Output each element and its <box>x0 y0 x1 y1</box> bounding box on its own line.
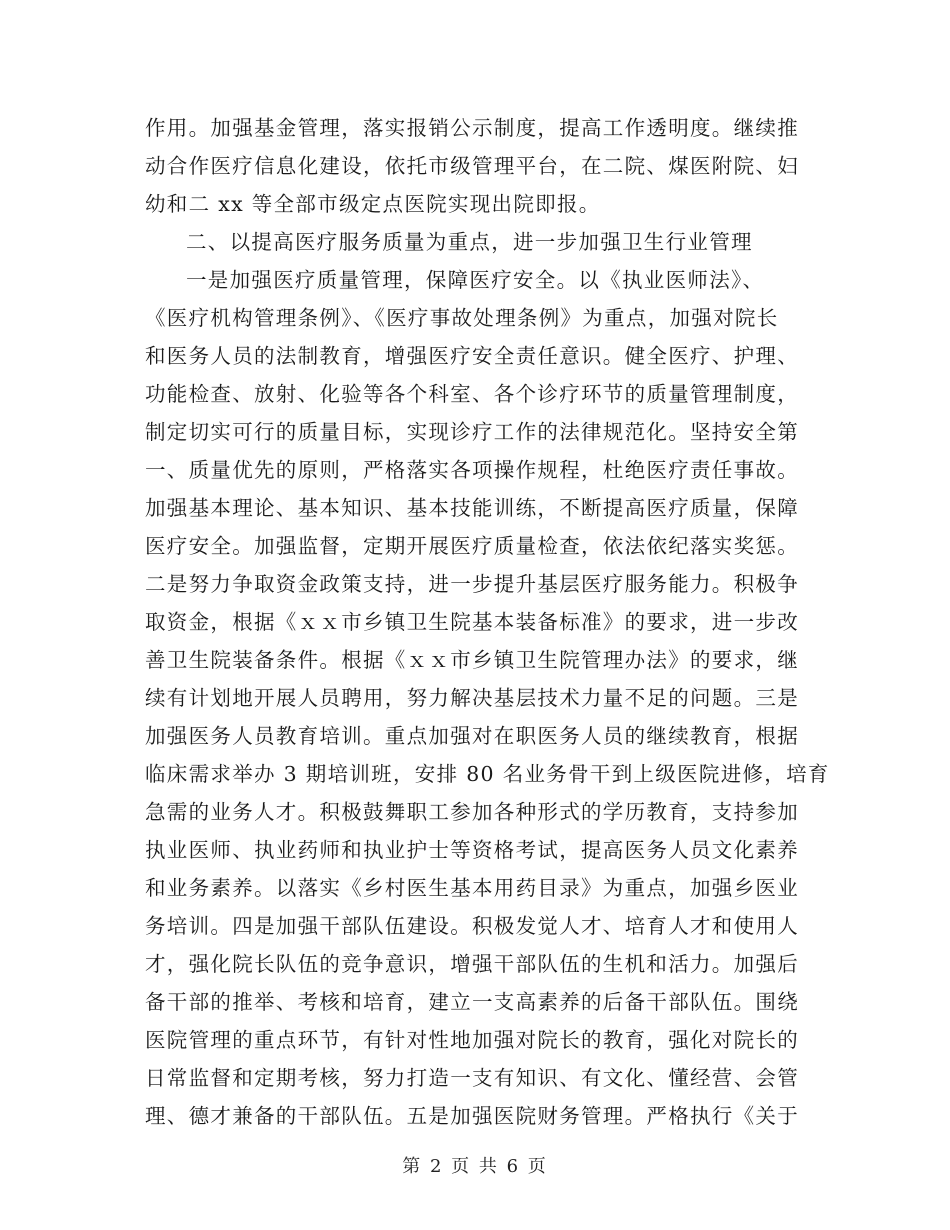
text-line: 急需的业务人才。积极鼓舞职工参加各种形式的学历教育，支持参加 <box>145 800 799 824</box>
text-line: 善卫生院装备条件。根据《ｘｘ市乡镇卫生院管理办法》的要求，继 <box>145 648 799 672</box>
text-line: 加强基本理论、基本知识、基本技能训练，不断提高医疗质量，保障 <box>145 496 799 520</box>
text-line: 备干部的推举、考核和培育，建立一支高素养的后备干部队伍。围绕 <box>145 990 799 1014</box>
text-line: 动合作医疗信息化建设，依托市级管理平台，在二院、煤医附院、妇 <box>145 154 799 178</box>
text-line: 医疗安全。加强监督，定期开展医疗质量检查，依法依纪落实奖惩。 <box>145 534 799 558</box>
text-line: 一是加强医疗质量管理，保障医疗安全。以《执业医师法》、 <box>186 268 765 292</box>
text-line: 一、质量优先的原则，严格落实各项操作规程，杜绝医疗责任事故。 <box>145 458 799 482</box>
text-line: 执业医师、执业药师和执业护士等资格考试，提高医务人员文化素养 <box>145 838 799 862</box>
section-heading: 二、以提高医疗服务质量为重点，进一步加强卫生行业管理 <box>186 230 753 254</box>
text-line: 作用。加强基金管理，落实报销公示制度，提高工作透明度。继续推 <box>145 116 799 140</box>
text-line: 续有计划地开展人员聘用，努力解决基层技术力量不足的问题。三是 <box>145 686 799 710</box>
text-line: 和医务人员的法制教育，增强医疗安全责任意识。健全医疗、护理、 <box>145 344 799 368</box>
text-line: 二是努力争取资金政策支持，进一步提升基层医疗服务能力。积极争 <box>145 572 799 596</box>
text-line: 取资金，根据《ｘｘ市乡镇卫生院基本装备标准》的要求，进一步改 <box>145 610 799 634</box>
text-line: 务培训。四是加强干部队伍建设。积极发觉人才、培育人才和使用人 <box>145 914 799 938</box>
text-line: 才，强化院长队伍的竞争意识，增强干部队伍的生机和活力。加强后 <box>145 952 799 976</box>
page-number-footer: 第 2 页 共 6 页 <box>402 1156 548 1177</box>
text-line: 《医疗机构管理条例》、《医疗事故处理条例》为重点，加强对院长 <box>145 306 779 330</box>
text-line: 功能检查、放射、化验等各个科室、各个诊疗环节的质量管理制度， <box>145 382 799 406</box>
text-line: 制定切实可行的质量目标，实现诊疗工作的法律规范化。坚持安全第 <box>145 420 799 444</box>
text-line: 日常监督和定期考核，努力打造一支有知识、有文化、懂经营、会管 <box>145 1066 799 1090</box>
text-line: 幼和二 xx 等全部市级定点医院实现出院即报。 <box>145 192 601 216</box>
text-line: 临床需求举办 3 期培训班，安排 80 名业务骨干到上级医院进修，培育 <box>145 762 830 786</box>
text-line: 医院管理的重点环节，有针对性地加强对院长的教育，强化对院长的 <box>145 1028 799 1052</box>
text-line: 和业务素养。以落实《乡村医生基本用药目录》为重点，加强乡医业 <box>145 876 799 900</box>
text-line: 理、德才兼备的干部队伍。五是加强医院财务管理。严格执行《关于 <box>145 1104 799 1128</box>
text-line: 加强医务人员教育培训。重点加强对在职医务人员的继续教育，根据 <box>145 724 799 748</box>
